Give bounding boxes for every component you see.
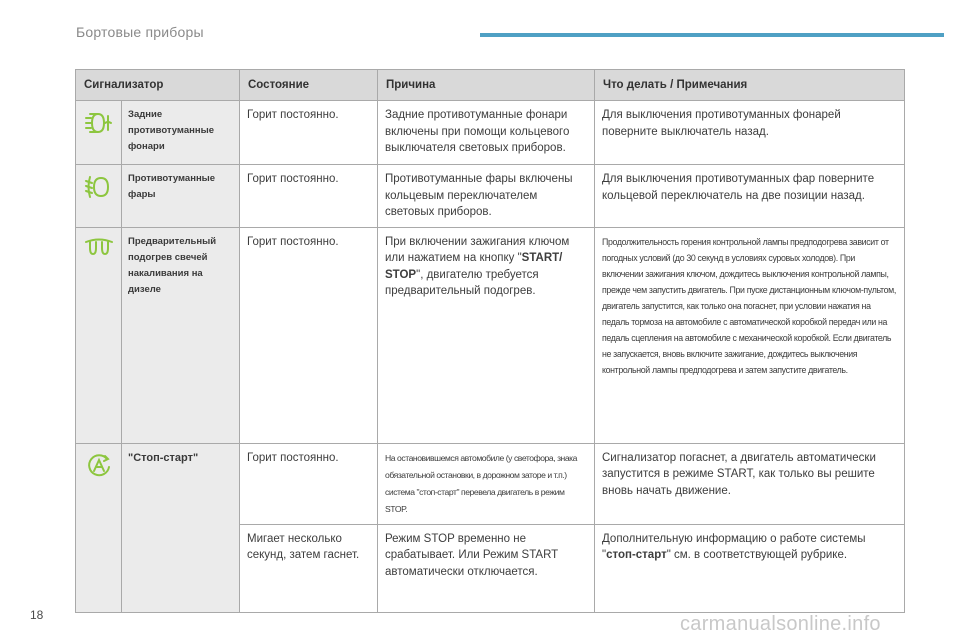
state-text: Горит постоянно. [240, 101, 378, 165]
table-row [76, 165, 905, 228]
stop-start-term: стоп-старт [606, 549, 667, 561]
stop-start-icon-cell [76, 443, 122, 612]
state-text: Мигает несколько секунд, затем гаснет. [240, 524, 378, 612]
action-text: Для выключения противотуманных фар поверните кольцевой переключатель на две позиции назад. [595, 165, 905, 228]
action-text [595, 524, 905, 612]
table-row [76, 101, 905, 165]
action-text-after: " см. в соответствующей рубрике. [666, 549, 848, 561]
header-accent-bar [480, 33, 944, 37]
cause-text: Противотуманные фары включены кольцевым переключателем световых приборов. [378, 165, 595, 228]
rear-fog-light-icon-cell [76, 101, 122, 165]
cause-text: На остановившемся автомобиле (у светофора, знака обязательной остановки, в дорожном заторе и т.п.) система "стоп-старт" перевела двигатель в режим STOP. [378, 443, 595, 524]
glow-plug-icon-cell [76, 227, 122, 443]
action-text: Сигнализатор погаснет, а двигатель автоматически запустится в режиме START, как только вы решите вновь начать движение. [595, 443, 905, 524]
indicator-name: Противотуманные фары [122, 165, 240, 228]
cause-text-after: ", двигателю требуется предварительный подогрев. [385, 268, 539, 297]
header-indicator: Сигнализатор [76, 70, 240, 101]
start-stop-button-label: START/ STOP [385, 252, 563, 281]
header-action: Что делать / Примечания [595, 70, 905, 101]
indicator-name: Задние противотуманные фонари [122, 101, 240, 165]
state-text: Горит постоянно. [240, 165, 378, 228]
state-text: Горит постоянно. [240, 443, 378, 524]
rear-fog-light-icon [84, 111, 114, 135]
table-row [76, 227, 905, 443]
cause-text: Режим STOP временно не срабатывает. Или Режим START автоматически отключается. [378, 524, 595, 612]
table-row [76, 443, 905, 524]
action-text-before: Дополнительную информацию о работе системы " [602, 532, 866, 561]
warning-lights-table [75, 69, 905, 613]
cause-text: Задние противотуманные фонари включены при помощи кольцевого выключателя световых приборов. [378, 101, 595, 165]
header-cause: Причина [378, 70, 595, 101]
page-number: 18 [30, 608, 44, 622]
table-header-row [76, 70, 905, 101]
header-state: Состояние [240, 70, 378, 101]
front-fog-light-icon [84, 175, 114, 199]
action-text: Продолжительность горения контрольной лампы предподогрева зависит от погодных условий (до 30 секунд в условиях суровых холодов). При включении зажигания ключом, дождитесь выключения контрольной лампы, прежде чем запустить двигатель. При пуске дистанционным ключом-пультом, двигатель запустится, как только она погаснет, при условии нажатия на педаль тормоза на автомобиле с автоматической коробкой передач или на педаль сцепления на автомобиле с механической коробкой. Если двигатель не запускается, вновь включите зажигание, дождитесь выключения контрольной лампы предподогрева и затем запустите двигатель. [595, 227, 905, 443]
action-text: Для выключения противотуманных фонарей поверните выключатель назад. [595, 101, 905, 165]
watermark: carmanualsonline.info [680, 613, 881, 635]
front-fog-light-icon-cell [76, 165, 122, 228]
cause-text [378, 227, 595, 443]
glow-plug-icon [84, 238, 114, 258]
section-title: Бортовые приборы [76, 24, 204, 40]
indicator-name: "Стоп-старт" [122, 443, 240, 612]
state-text: Горит постоянно. [240, 227, 378, 443]
cause-text-before: При включении зажигания ключом или нажатием на кнопку " [385, 235, 570, 264]
stop-start-icon [85, 454, 113, 478]
indicator-name: Предварительный подогрев свечей накаливания на дизеле [122, 227, 240, 443]
